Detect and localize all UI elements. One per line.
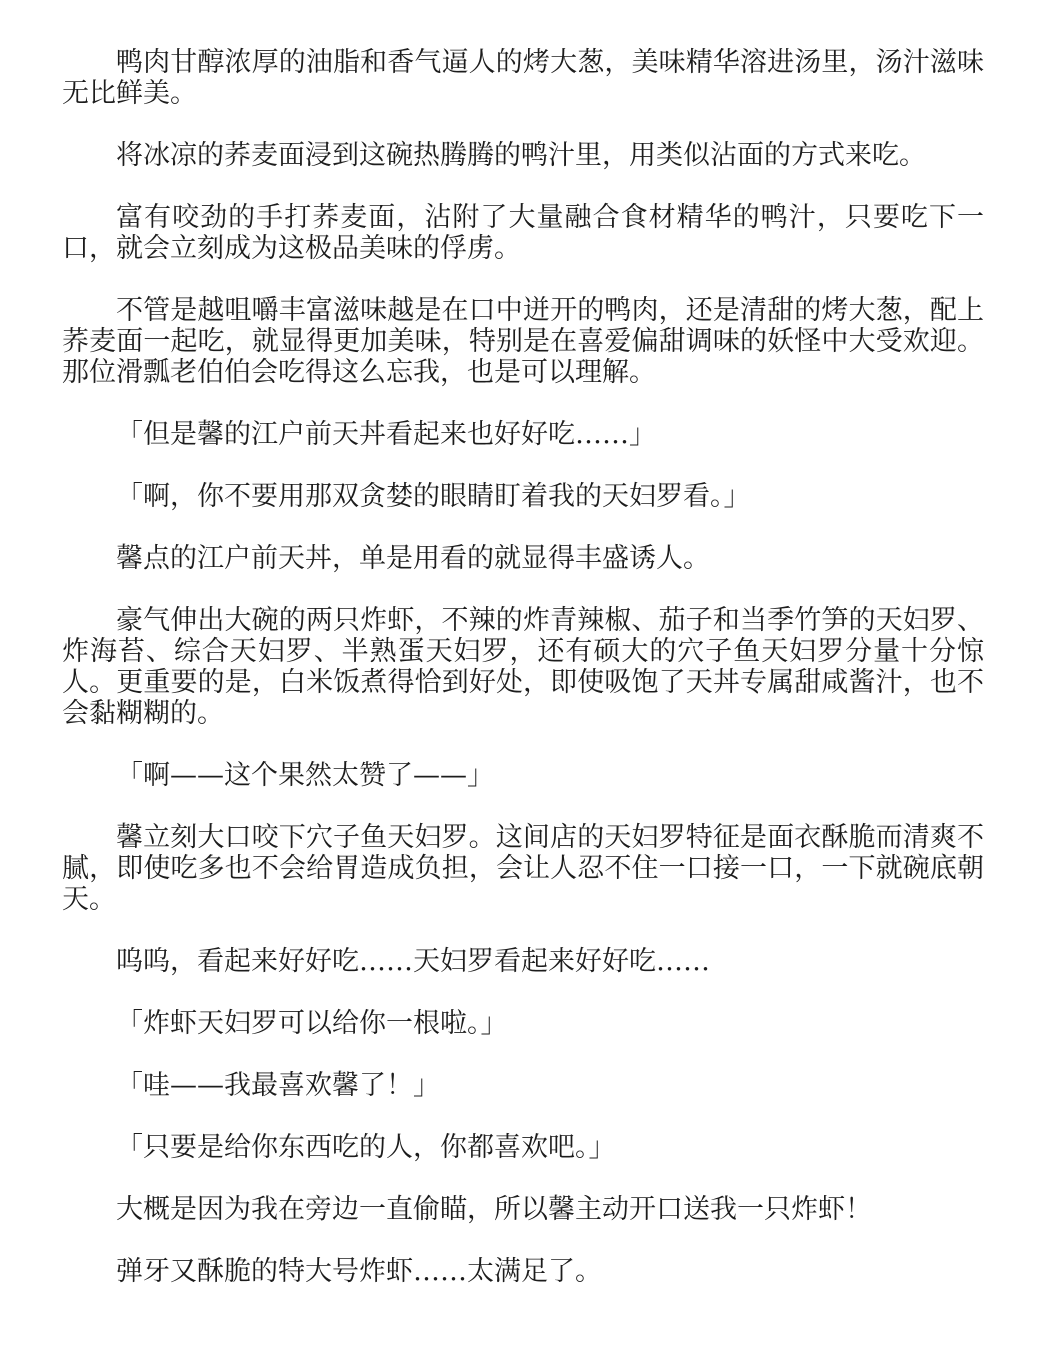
paragraph: 豪气伸出大碗的两只炸虾，不辣的炸青辣椒、茄子和当季竹笋的天妇罗、炸海苔、综合天妇罗、半熟蛋天妇罗，还有硕大的穴子鱼天妇罗分量十分惊人。更重要的是，白米饭煮得恰到好处，即使吸饱了天丼专属甜咸酱汁，也不会黏糊糊的。: [62, 605, 984, 729]
paragraph: 鸭肉甘醇浓厚的油脂和香气逼人的烤大葱，美味精华溶进汤里，汤汁滋味无比鲜美。: [62, 47, 984, 109]
paragraph: 富有咬劲的手打荞麦面，沾附了大量融合食材精华的鸭汁，只要吃下一口，就会立刻成为这极品美味的俘虏。: [62, 202, 984, 264]
paragraph: 将冰凉的荞麦面浸到这碗热腾腾的鸭汁里，用类似沾面的方式来吃。: [116, 140, 926, 171]
paragraph: 呜呜，看起来好好吃……天妇罗看起来好好吃……: [116, 946, 710, 977]
paragraph: 「啊，你不要用那双贪婪的眼睛盯着我的天妇罗看。」: [116, 481, 751, 512]
paragraph: 「炸虾天妇罗可以给你一根啦。」: [116, 1008, 508, 1039]
text-column: [62, 47, 984, 1287]
paragraph: 馨点的江户前天丼，单是用看的就显得丰盛诱人。: [116, 543, 710, 574]
paragraph: 馨立刻大口咬下穴子鱼天妇罗。这间店的天妇罗特征是面衣酥脆而清爽不腻，即使吃多也不会给胃造成负担，会让人忍不住一口接一口，一下就碗底朝天。: [62, 822, 984, 915]
paragraph: 「只要是给你东西吃的人，你都喜欢吧。」: [116, 1132, 616, 1163]
paragraph: 「啊——这个果然太赞了——」: [116, 760, 494, 791]
paragraph: 弹牙又酥脆的特大号炸虾……太满足了。: [116, 1256, 602, 1287]
paragraph: 不管是越咀嚼丰富滋味越是在口中迸开的鸭肉，还是清甜的烤大葱，配上荞麦面一起吃，就显得更加美味，特别是在喜爱偏甜调味的妖怪中大受欢迎。那位滑瓢老伯伯会吃得这么忘我，也是可以理解。: [62, 295, 984, 388]
paragraph: 「但是馨的江户前天丼看起来也好好吃……」: [116, 419, 656, 450]
paragraph: 大概是因为我在旁边一直偷瞄，所以馨主动开口送我一只炸虾！: [116, 1194, 872, 1225]
paragraph: 「哇——我最喜欢馨了！」: [116, 1070, 440, 1101]
